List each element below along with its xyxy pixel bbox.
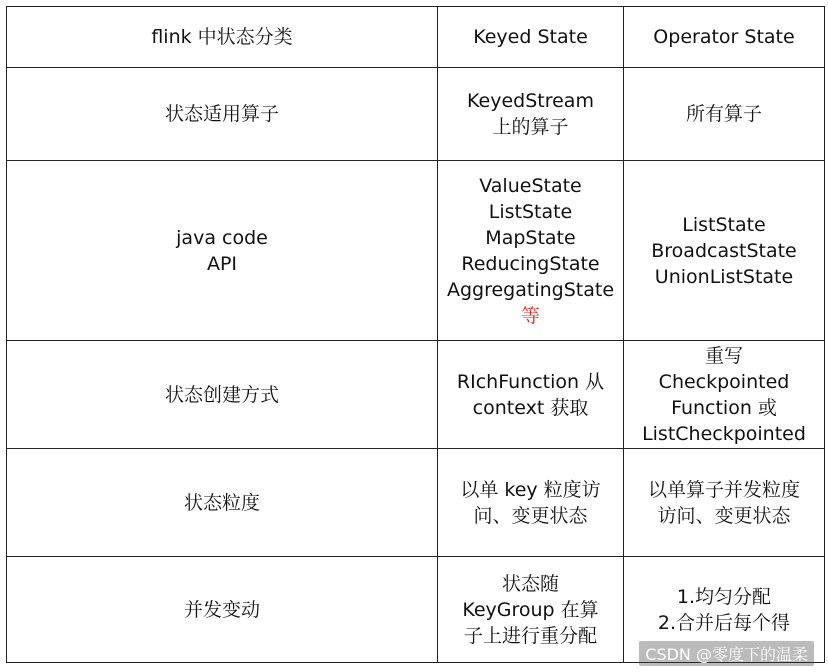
row-label-cell: 状态适用算子 [7, 68, 438, 161]
operator-state-cell: ListState BroadcastState UnionListState [624, 161, 825, 341]
keyed-state-cell: 以单 key 粒度访 问、变更状态 [438, 449, 624, 557]
operator-state-cell: 1.均匀分配 2.合并后每个得 [624, 557, 825, 663]
keyed-state-cell [438, 161, 624, 341]
state-comparison-table [6, 6, 825, 663]
operator-state-cell: 重写 Checkpointed Function 或 ListCheckpointed [624, 341, 825, 449]
row-label-cell: 状态创建方式 [7, 341, 438, 449]
table-header-row [7, 7, 825, 68]
table-row [7, 341, 825, 449]
row-label-cell: 并发变动 [7, 557, 438, 663]
keyed-api-etc-text: 等 [520, 304, 540, 327]
header-cell-keyed-state: Keyed State [438, 7, 624, 68]
keyed-state-cell: RIchFunction 从 context 获取 [438, 341, 624, 449]
row-label-cell: 状态粒度 [7, 449, 438, 557]
csdn-watermark: CSDN @零度下的温柔 [639, 641, 814, 666]
table-row [7, 449, 825, 557]
operator-state-cell: 所有算子 [624, 68, 825, 161]
table-row [7, 161, 825, 341]
keyed-state-cell: 状态随 KeyGroup 在算 子上进行重分配 [438, 557, 624, 663]
keyed-state-cell: KeyedStream 上的算子 [438, 68, 624, 161]
table-row [7, 68, 825, 161]
row-label-cell: java code API [7, 161, 438, 341]
keyed-api-list: ValueState ListState MapState ReducingState AggregatingState [446, 174, 615, 301]
operator-state-cell: 以单算子并发粒度 访问、变更状态 [624, 449, 825, 557]
header-cell-category: flink 中状态分类 [7, 7, 438, 68]
header-cell-operator-state: Operator State [624, 7, 825, 68]
